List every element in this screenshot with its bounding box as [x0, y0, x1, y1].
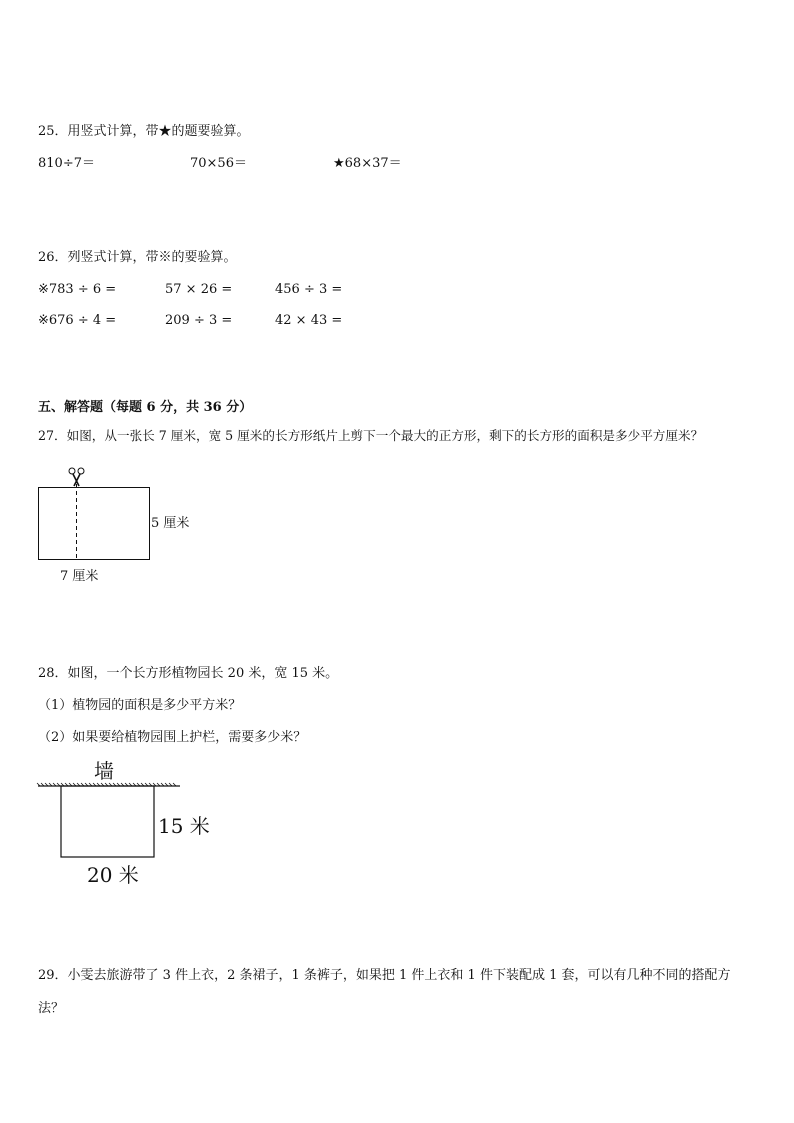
q25-item-1: 810÷7＝	[38, 156, 95, 171]
q28-wall-label: 墙	[94, 759, 114, 783]
q28-sub-2: （2）如果要给植物园围上护栏，需要多少米？	[38, 730, 307, 745]
q29-stem-line-2: 法？	[38, 1001, 65, 1016]
q28-width-label: 15 米	[158, 814, 210, 838]
q26-row1-item-3: 456 ÷ 3 =	[275, 282, 343, 297]
q27-figure	[30, 462, 230, 592]
q27-width-label: 5 厘米	[151, 516, 190, 531]
q25-item-2: 70×56＝	[190, 156, 247, 171]
q26-stem: 26．列竖式计算，带※的要验算。	[38, 250, 237, 265]
section-heading: 五、解答题（每题 6 分，共 36 分）	[38, 400, 253, 415]
q28-sub-1: （1）植物园的面积是多少平方米？	[38, 698, 242, 713]
q27-length-label: 7 厘米	[60, 569, 99, 584]
q27-paper-rectangle	[39, 488, 150, 560]
q26-row2-item-1: ※676 ÷ 4 =	[38, 313, 117, 328]
q26-row2-item-2: 209 ÷ 3 =	[165, 313, 233, 328]
q25-stem: 25．用竖式计算，带★的题要验算。	[38, 124, 250, 139]
q27-stem: 27．如图，从一张长 7 厘米，宽 5 厘米的长方形纸片上剪下一个最大的正方形，剩下的长方形的面积是多少平方厘米？	[38, 428, 704, 443]
q26-row1-item-2: 57 × 26 =	[165, 282, 233, 297]
q28-stem: 28．如图，一个长方形植物园长 20 米，宽 15 米。	[38, 666, 339, 681]
q29-stem-line-1: 29．小雯去旅游带了 3 件上衣，2 条裙子，1 条裤子，如果把 1 件上衣和 1 件下装配成 1 套，可以有几种不同的搭配方	[38, 968, 731, 983]
q25-item-3: ★68×37＝	[333, 156, 402, 171]
q28-garden-rectangle	[61, 786, 154, 857]
q26-row2-item-3: 42 × 43 =	[275, 313, 343, 328]
scissors-icon	[69, 468, 84, 486]
q28-figure	[30, 756, 250, 896]
q26-row1-item-1: ※783 ÷ 6 =	[38, 282, 117, 297]
q28-length-label: 20 米	[87, 863, 139, 887]
